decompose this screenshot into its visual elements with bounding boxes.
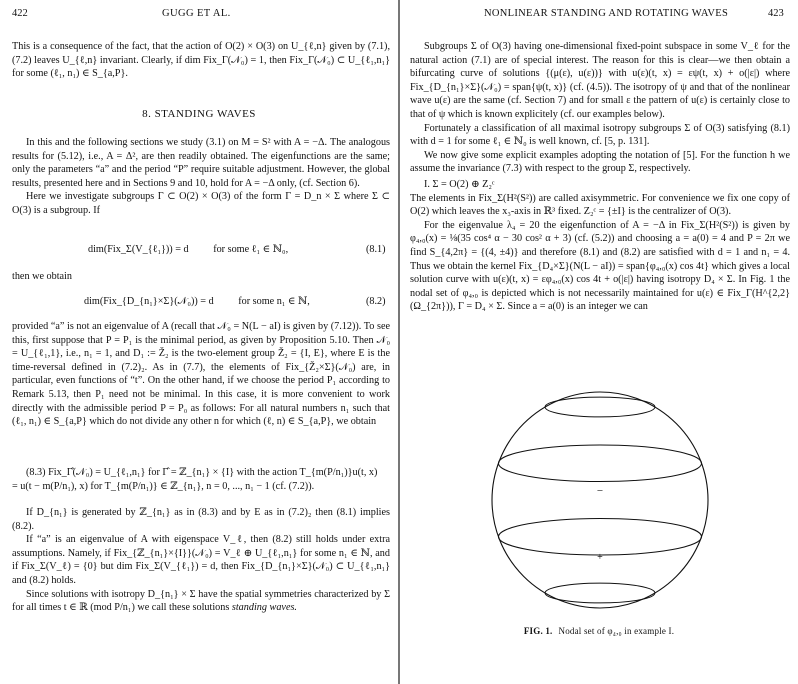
right-page [400,0,798,684]
eq3-line-1: (8.3) Fix_Γ̂(𝒩₀) = U_{ℓ₁,n₁} for Γ̂ = ℤ_{n₁} × {I} with the action T_{m(P/n₁)}u(t, x) [26,467,378,478]
para-6-text: Since solutions with isotropy D_{n₁} × Σ have the spatial symmetries characterized by Σ for all times t ∈ ℝ (mod P/n₁) we call these solutions [12,588,390,614]
nodal-circle-2 [498,445,701,482]
section-body [12,136,390,218]
eq1-lhs: dim(Fix_Σ(V_{ℓ₁})) = d [88,244,189,255]
section-para-2: Here we investigate subgroups Γ ⊂ O(2) × O(3) of the form Γ = D_n × Σ where Σ ⊂ O(3) is a subgroup. If [12,191,390,216]
body-para-3 [12,320,390,429]
equation-8-1 [88,244,288,255]
section-title: 8. STANDING WAVES [142,108,256,120]
right-page-number: 423 [768,8,784,19]
left-page [0,0,398,684]
nodal-circle-3 [498,518,701,555]
right-body [410,40,790,314]
section-para-1: In this and the following sections we study (3.1) on M = S² with A = −Δ. The analogous results for (5.12), i.e., A = Δ², are then readily obtained. The eigenfunctions are the same; only the parameters “a” and the period “P” require suitable adjustment. However, the global results, presented here and in Sections 9 and 10, hold for A = −Δ only, (cf. Section 6). [12,137,390,189]
intro-text: This is a consequence of the fact, that the action of O(2) × O(3) on U_{ℓ,n} given by (7.1), (7.2) leaves U_{ℓ,n} invariant. Clearly, if dim Fix_Γ(𝒩₀) = 1, then Fix_Γ(𝒩₀) ⊂ U_{ℓ₁,n₁} for some (ℓ₁, n₁) ∈ S_{a,P}. [12,41,390,80]
para-3: provided “a” is not an eigenvalue of A (recall that 𝒩₀ = N(L − aI) is given by (7.12)). To see this, first suppose that P = P₁ is the minimal period, as given by Proposition 5.10. Then 𝒩₀ = U_{ℓ₁,1}, i.e., n₁ = 1, and D₁ := Ž₂ is the two-element group Ž₂ = {I, E}, where E is the time-reversal defined in (7.2)₂. As in (7.7), the elements of Fix_{Ž₂×Σ}(𝒩₀) are, in particular, even functions of “t”. On the other hand, if we choose the period P₁ according to Remark 5.13, then P₁ need not be minimal. In this case, it is more convenient to work directly with the admissible period P = P₀ as follows: For all natural numbers n₁ such that (ℓ₁, n₁) ∈ S_{a,P} which do not divide any other n for which (ℓ, n) ∈ S_{a,P}, we obtain [12,321,390,428]
sphere-outline [492,392,708,608]
eq1-number: (8.1) [366,244,386,255]
intro-paragraph [12,40,390,81]
sign-plus: + [597,552,603,563]
example-heading: I. Σ = O(2) ⊕ Z₂ᶜ [424,178,495,190]
eq2-condition: for some n₁ ∈ ℕ, [238,296,310,307]
equation-8-2 [84,296,310,308]
para-6-italic: standing waves. [231,602,297,614]
equation-8-3 [12,466,390,493]
right-running-head: NONLINEAR STANDING AND ROTATING WAVES [484,8,729,19]
eq2-number: (8.2) [366,296,386,307]
figure-label: FIG. 1. [523,626,553,636]
para-6 [12,588,390,615]
body-paras-4-6 [12,506,390,615]
nodal-set-figure [400,380,798,624]
para-5: If “a” is an eigenvalue of A with eigenspace V_ℓ, then (8.2) still holds under extra assumptions. Namely, if Fix_{ℤ_{n₁}×{I}}(𝒩₀) = V_ℓ ⊕ U_{ℓ₁,n₁} for some n₁ ∈ ℕ, and if Fix_Σ(V_ℓ) = {0} but dim Fix_Σ(V_{ℓ₁}) = d, then Fix_{D_{n₁}×Σ}(𝒩₀) ⊂ U_{ℓ₁,n₁} and (8.2) holds. [12,534,390,586]
para-4: If D_{n₁} is generated by ℤ_{n₁} as in (8.3) and by E as in (7.2)₂ then (8.1) implies (8.2). [12,507,390,532]
then-we-obtain: then we obtain [12,271,72,282]
figure-caption [400,626,798,636]
figure-caption-text: Nodal set of φ₄,₀ in example I. [558,626,675,636]
left-page-number: 422 [12,8,28,19]
eq2-lhs: dim(Fix_{D_{n₁}×Σ}(𝒩₀)) = d [84,296,214,307]
nodal-circle-1 [545,397,655,417]
right-para-1: Subgroups Σ of O(3) having one-dimensional fixed-point subspace in some V_ℓ for the natural action (7.1) are of special interest. The reason for this is clear—we then obtain a bifurcating curve of solutions {(μ(ε), u(ε))} with u(ε)(t, x) = εψ(t, x) + o(|ε|) where Fix_{D_{n₁}×Σ}(𝒩₀) = span{ψ(t, x)} (cf. (4.5)). The isotropy of ψ and that of the nonlinear wave u(ε) are the same (cf. Section 7) and for small ε the pattern of u(ε) is certainly close to that of ψ which is known explicitely (cf. our examples below). [410,41,790,120]
eq3-line-2: = u(t − m(P/n₁), x) for T_{m(P/n₁)} ∈ ℤ_{n₁}, n = 0, ..., n₁ − 1 (cf. (7.2)). [12,480,315,492]
right-para-2: Fortunately a classification of all maximal isotropy subgroups Σ of O(3) satisfying (8.1) with d = 1 for some ℓ₁ ∈ ℕ₀ is well known, cf. [5, p. 131]. [410,122,790,148]
left-running-head: GUGG ET AL. [162,8,231,19]
right-para-4: The elements in Fix_Σ(H²(S²)) are called axisymmetric. For convenience we fix one copy of O(2) which leaves the x₃-axis in ℝ³ fixed. Z₂ᶜ = {±I} is the centralizer of O(3). [410,192,790,218]
right-para-3: We now give some explicit examples adopting the notation of [5]. For the function h we assume the invariance (7.3) with respect to the group Σ, respectively. [410,149,790,175]
nodal-circle-4 [545,583,655,603]
sign-minus: − [596,485,604,497]
right-para-5: For the eigenvalue λ₄ = 20 the eigenfunction of A = −Δ in Fix_Σ(H²(S²)) is given by φ₄,₀(x) = ⅛(35 cos⁴ α − 30 cos² α + 3) (cf. (5.2)) and choosing a = a(0) = 4 and P = 2π we find S_{4,2π} = {(4, ±4)} and therefore (8.1) and (8.2) are satisfied with d = 1 and n₁ = 4. Thus we obtain the kernel Fix_{D₄×Σ}(N(L − aI)) = span{φ₄,₀(x) cos 4t} which gives a local solution curve with u(ε)(t, x) = εφ₄,₀(x) cos 4t + o(|ε|) having isotropy D₄ × Σ. In Fig. 1 the nodal set of φ₄,₀ is depicted which is not necessarily maintained for u(ε) ∈ Fix_Γ(H^{2,2}(Ω_{2π})), Γ = D₄ × Σ. Since a = a(0) is an integer we can [410,219,790,313]
eq1-condition: for some ℓ₁ ∈ ℕ₀, [213,244,289,255]
